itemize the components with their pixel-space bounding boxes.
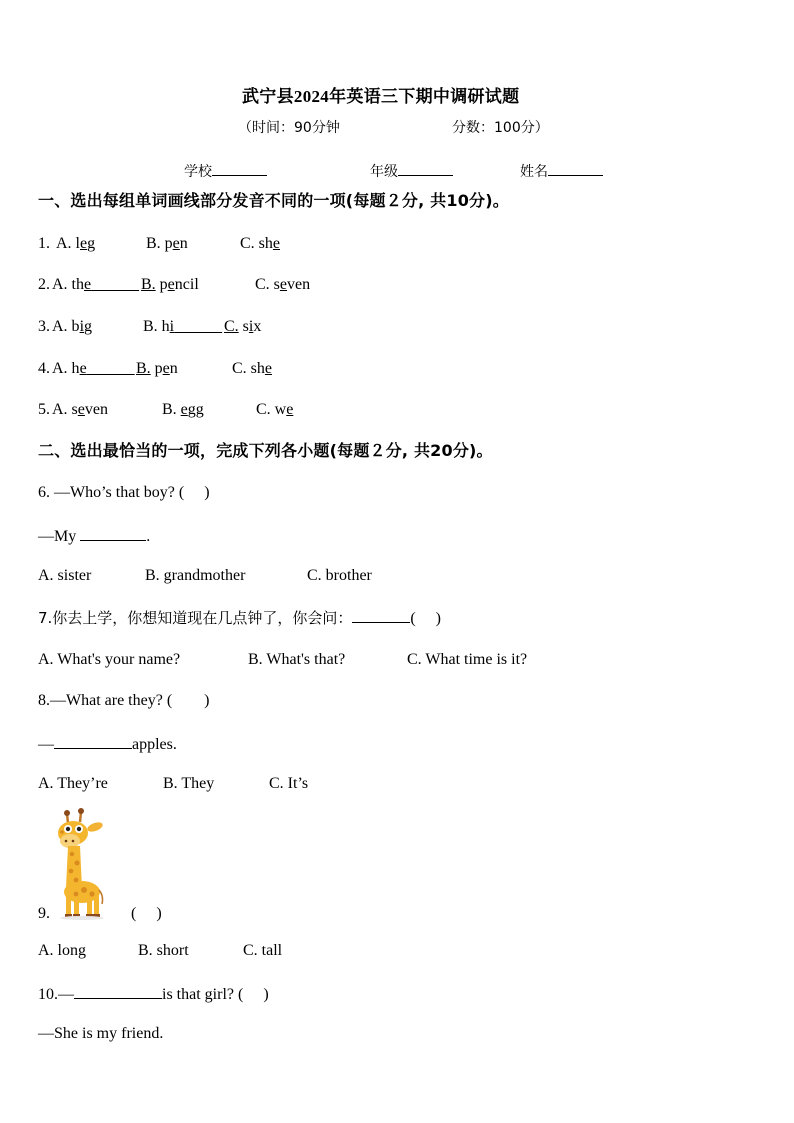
- question-2: 2.: [38, 276, 50, 293]
- giraffe-picture: [54, 808, 106, 920]
- q5-option-b[interactable]: B. egg: [162, 401, 204, 418]
- q3-option-c[interactable]: C. six: [224, 318, 262, 335]
- q7-option-b[interactable]: B. What's that?: [248, 651, 346, 668]
- question-1: [38, 234, 50, 254]
- q4-option-c[interactable]: C. she: [232, 360, 273, 377]
- q6-answer-line: —My .: [38, 525, 150, 547]
- q6-option-c[interactable]: C. brother: [307, 567, 372, 584]
- section2-heading: 二、选出最恰当的一项，完成下列各小题(每题２分, 共20分)。: [38, 441, 493, 460]
- q10-stem: 10.— is that girl? ( ): [38, 983, 269, 1005]
- question-4: 4.: [38, 360, 50, 377]
- name-label: 姓名: [520, 164, 548, 180]
- q5-option-c[interactable]: C. we: [256, 401, 294, 418]
- q3-option-b[interactable]: B. hi: [143, 318, 175, 335]
- q8-option-a[interactable]: A. They’re: [38, 775, 108, 792]
- q3-option-a[interactable]: A. big: [52, 318, 93, 335]
- q9-option-c[interactable]: C. tall: [243, 942, 283, 959]
- q9-option-b[interactable]: B. short: [138, 942, 189, 959]
- q8-stem: 8.—What are they? ( ): [38, 692, 210, 709]
- q6-option-b[interactable]: B. grandmother: [145, 567, 246, 584]
- q8-option-c[interactable]: C. It’s: [269, 775, 309, 792]
- q6-blank[interactable]: [80, 525, 146, 541]
- q6-stem: 6. —Who’s that boy? ( ): [38, 484, 210, 501]
- q7-option-a[interactable]: A. What's your name?: [38, 651, 181, 668]
- q9-number: 9.: [38, 905, 50, 922]
- question-5: 5.: [38, 401, 50, 418]
- q9-option-a[interactable]: A. long: [38, 942, 86, 959]
- q7-blank[interactable]: [352, 607, 410, 623]
- q1-option-c[interactable]: C. she: [240, 235, 281, 252]
- q2-option-a[interactable]: A. the: [52, 276, 92, 293]
- exam-score: 分数：100分）: [452, 120, 549, 136]
- q8-option-b[interactable]: B. They: [163, 775, 215, 792]
- q4-option-a[interactable]: A. he: [52, 360, 87, 377]
- school-field[interactable]: [184, 160, 267, 182]
- q1-option-a[interactable]: A. leg: [56, 235, 96, 252]
- q8-blank[interactable]: [54, 733, 132, 749]
- school-label: 学校: [184, 164, 212, 180]
- q2-option-c[interactable]: C. seven: [255, 276, 311, 293]
- exam-time: （时间：90分钟: [238, 120, 340, 136]
- q7-stem: 7.你去上学，你想知道现在几点钟了，你会问： ( ): [38, 609, 441, 627]
- q6-option-a[interactable]: A. sister: [38, 567, 92, 584]
- q10-answer-line: —She is my friend.: [38, 1025, 164, 1042]
- page-title: 武宁县2024年英语三下期中调研试题: [242, 87, 520, 106]
- grade-label: 年级: [370, 164, 398, 180]
- q1-option-b[interactable]: B. pen: [146, 235, 188, 252]
- question-3: 3.: [38, 318, 50, 335]
- question-number: 1.: [38, 235, 50, 252]
- q8-answer-line: — apples.: [38, 733, 177, 755]
- q5-option-a[interactable]: A. seven: [52, 401, 108, 418]
- name-blank[interactable]: [548, 160, 603, 176]
- q2-option-b[interactable]: B. pencil: [141, 276, 199, 293]
- name-field[interactable]: [520, 160, 603, 182]
- q10-blank[interactable]: [74, 983, 162, 999]
- q7-option-c[interactable]: C. What time is it?: [407, 651, 528, 668]
- q4-option-b[interactable]: B. pen: [136, 360, 178, 377]
- school-blank[interactable]: [212, 160, 267, 176]
- q9-answer-paren[interactable]: ( ): [131, 905, 162, 922]
- grade-blank[interactable]: [398, 160, 453, 176]
- grade-field[interactable]: [370, 160, 453, 182]
- section1-heading: 一、选出每组单词画线部分发音不同的一项(每题２分, 共10分)。: [38, 191, 509, 210]
- q2-b-rest: p: [155, 276, 168, 293]
